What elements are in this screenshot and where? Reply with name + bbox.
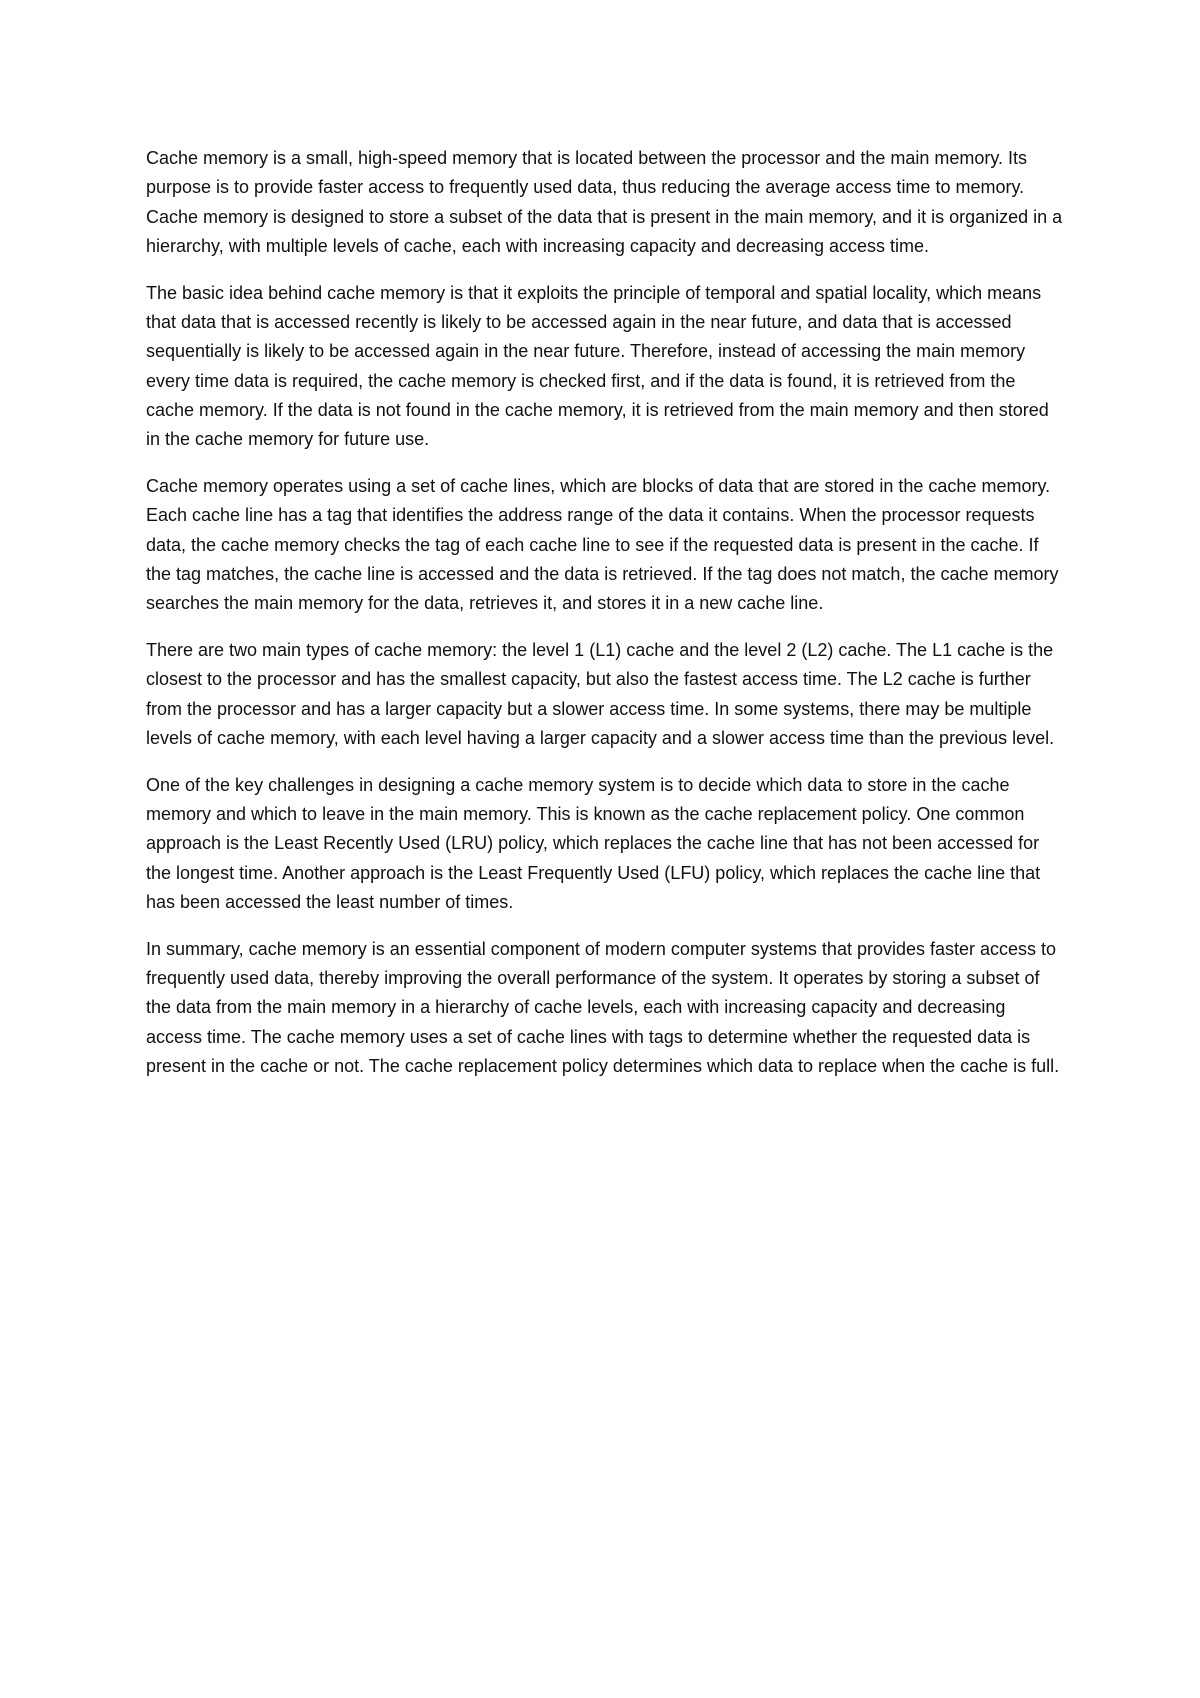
paragraph-replacement-policy: One of the key challenges in designing a cache memory system is to decide which data to store in the cache memory and which to leave in the main memory. This is known as the cache replacement policy. One common approach is the Least Recently Used (LRU) policy, which replaces the cache line that has not been accessed for the longest time. Another approach is the Least Frequently Used (LFU) policy, which replaces the cache line that has been accessed the least number of times. — [146, 774, 1041, 912]
paragraph-locality: The basic idea behind cache memory is that it exploits the principle of temporal and spatial locality, which means that data that is accessed recently is likely to be accessed again in the near future, and data that is accessed sequentially is likely to be accessed again in the near future. Therefore, instead of accessing the main memory every time data is required, the cache memory is checked first, and if the data is found, it is retrieved from the cache memory. If the data is not found in the cache memory, it is retrieved from the main memory and then stored in the cache memory for future use. — [146, 282, 1049, 450]
document-body — [146, 144, 1066, 1099]
paragraph-summary: In summary, cache memory is an essential component of modern computer systems that provides faster access to frequently used data, thereby improving the overall performance of the system. It operates by storing a subset of the data from the main memory in a hierarchy of cache levels, each with increasing capacity and decreasing access time. The cache memory uses a set of cache lines with tags to determine whether the requested data is present in the cache or not. The cache replacement policy determines which data to replace when the cache is full. — [146, 938, 1060, 1076]
paragraph-cache-types: There are two main types of cache memory: the level 1 (L1) cache and the level 2 (L2) cache. The L1 cache is the closest to the processor and has the smallest capacity, but also the fastest access time. The L2 cache is further from the processor and has a larger capacity but a slower access time. In some systems, there may be multiple levels of cache memory, with each level having a larger capacity and a slower access time than the previous level. — [146, 639, 1055, 748]
paragraph-cache-lines: Cache memory operates using a set of cache lines, which are blocks of data that are stored in the cache memory. Each cache line has a tag that identifies the address range of the data it contains. When the processor requests data, the cache memory checks the tag of each cache line to see if the requested data is present in the cache. If the tag matches, the cache line is accessed and the data is retrieved. If the tag does not match, the cache memory searches the main memory for the data, retrieves it, and stores it in a new cache line. — [146, 475, 1059, 614]
paragraph-cache-intro: Cache memory is a small, high-speed memory that is located between the processor and the main memory. Its purpose is to provide faster access to frequently used data, thus reducing the average access time to memory. Cache memory is designed to store a subset of the data that is present in the main memory, and it is organized in a hierarchy, with multiple levels of cache, each with increasing capacity and decreasing access time. — [146, 148, 1063, 256]
